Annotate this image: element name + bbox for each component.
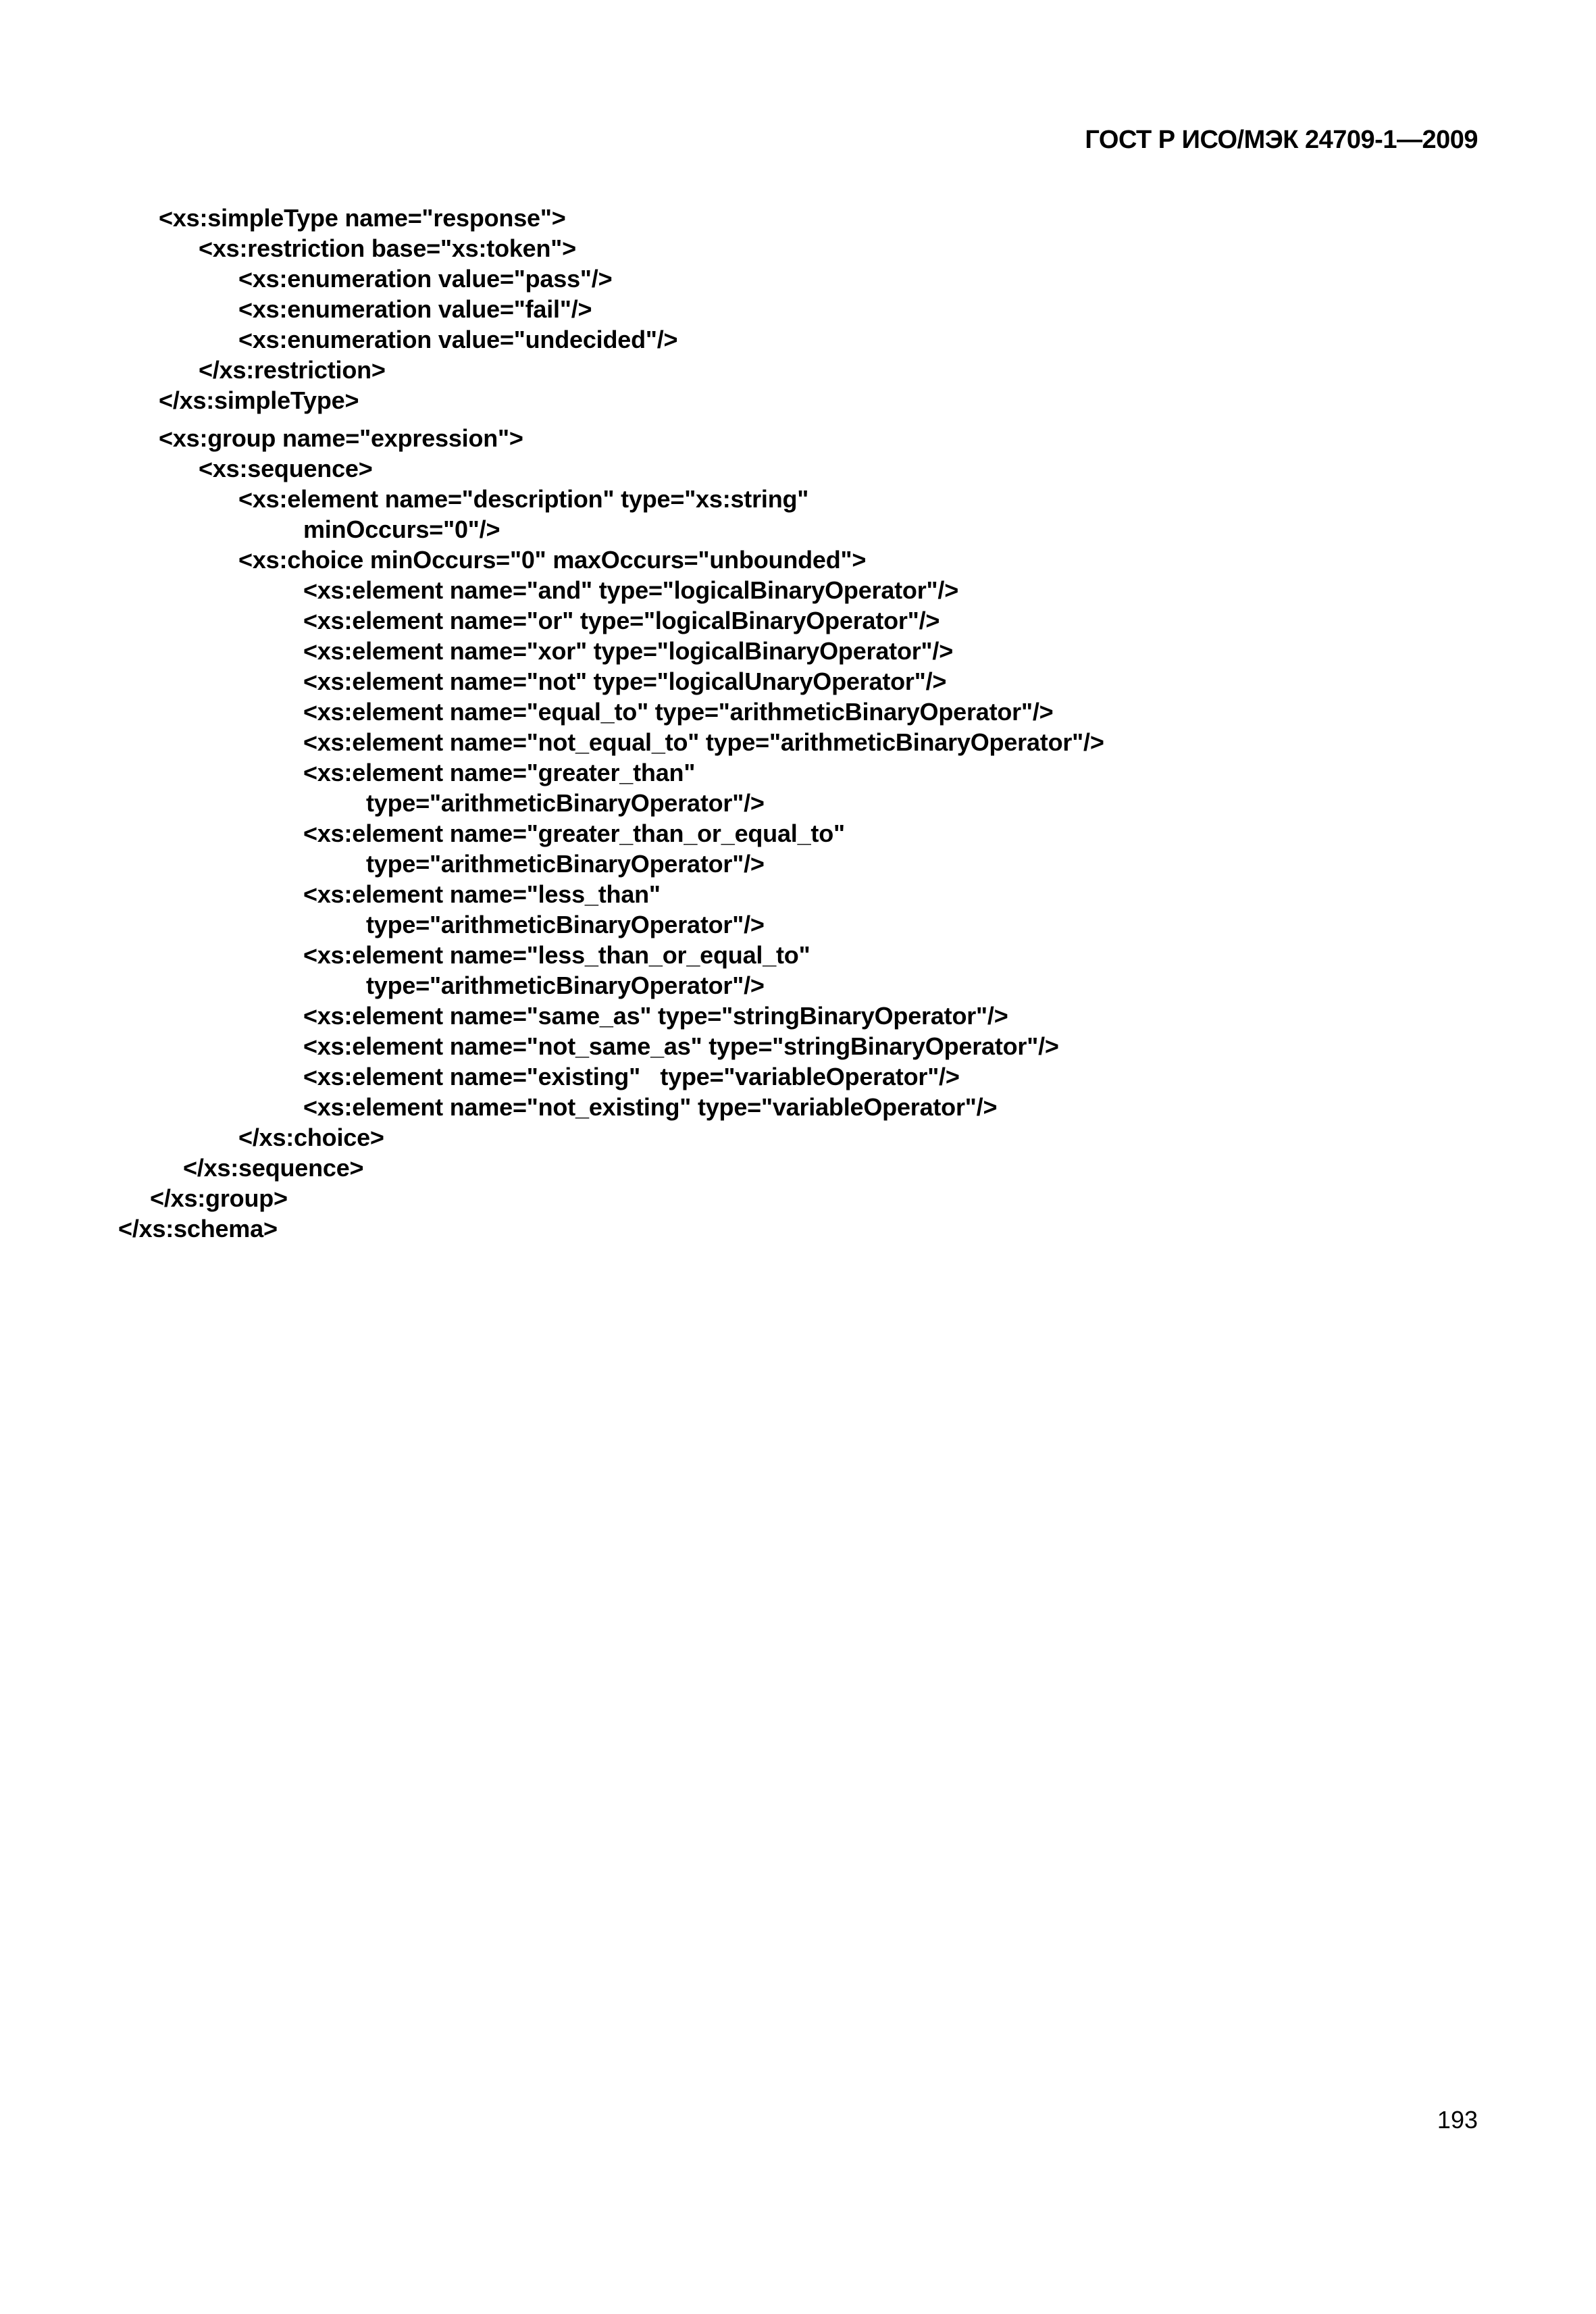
- code-line: <xs:element name="greater_than": [303, 759, 696, 786]
- code-line: </xs:schema>: [118, 1215, 278, 1242]
- code-line: </xs:simpleType>: [159, 386, 359, 414]
- code-line: </xs:group>: [150, 1184, 288, 1212]
- code-line: </xs:choice>: [238, 1124, 384, 1151]
- code-line: minOccurs="0"/>: [303, 515, 500, 543]
- code-line: <xs:restriction base="xs:token">: [199, 234, 576, 262]
- code-line: <xs:group name="expression">: [159, 424, 523, 452]
- code-line: <xs:element name="equal_to" type="arithmeticBinaryOperator"/>: [303, 698, 1054, 726]
- code-line: <xs:enumeration value="fail"/>: [238, 295, 592, 323]
- code-line: <xs:enumeration value="pass"/>: [238, 265, 613, 293]
- code-line: <xs:element name="and" type="logicalBinaryOperator"/>: [303, 576, 959, 604]
- document-standard-id: ГОСТ Р ИСО/МЭК 24709-1—2009: [1085, 126, 1478, 154]
- code-line: type="arithmeticBinaryOperator"/>: [366, 911, 765, 938]
- code-line: </xs:restriction>: [199, 356, 386, 384]
- code-line: <xs:simpleType name="response">: [159, 204, 566, 232]
- page-number: 193: [1437, 2106, 1478, 2134]
- code-line: <xs:choice minOccurs="0" maxOccurs="unbounded">: [238, 546, 867, 574]
- code-line: type="arithmeticBinaryOperator"/>: [366, 972, 765, 999]
- code-line: <xs:element name="less_than_or_equal_to": [303, 941, 810, 969]
- code-line: <xs:element name="or" type="logicalBinaryOperator"/>: [303, 607, 940, 634]
- code-line: <xs:element name="not_existing" type="variableOperator"/>: [303, 1093, 998, 1121]
- code-line: </xs:sequence>: [183, 1154, 364, 1182]
- code-line: <xs:element name="less_than": [303, 880, 661, 908]
- code-line: <xs:element name="xor" type="logicalBinaryOperator"/>: [303, 637, 954, 665]
- code-line: <xs:enumeration value="undecided"/>: [238, 326, 678, 353]
- code-line: <xs:sequence>: [199, 455, 373, 482]
- code-line: <xs:element name="not" type="logicalUnaryOperator"/>: [303, 668, 947, 695]
- code-line: <xs:element name="not_equal_to" type="arithmeticBinaryOperator"/>: [303, 728, 1104, 756]
- code-line: type="arithmeticBinaryOperator"/>: [366, 789, 765, 817]
- code-line: <xs:element name="description" type="xs:string": [238, 485, 809, 513]
- code-line: <xs:element name="same_as" type="stringBinaryOperator"/>: [303, 1002, 1008, 1030]
- code-line: type="arithmeticBinaryOperator"/>: [366, 850, 765, 878]
- code-line: <xs:element name="existing" type="variableOperator"/>: [303, 1063, 960, 1090]
- code-line: <xs:element name="greater_than_or_equal_to": [303, 820, 845, 847]
- code-line: <xs:element name="not_same_as" type="stringBinaryOperator"/>: [303, 1032, 1059, 1060]
